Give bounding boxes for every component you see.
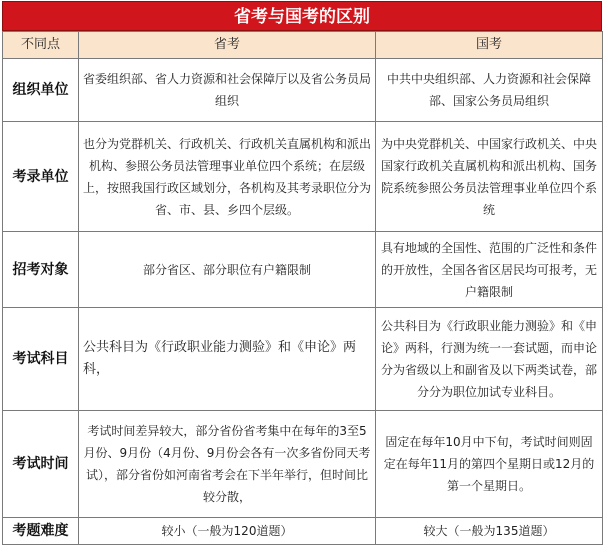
national-cell: 固定在每年10月中下旬，考试时间则固定在每年11月的第四个星期日或12月的第一个星期日。 <box>376 411 603 518</box>
national-cell: 具有地域的全国性、范围的广泛性和条件的开放性，全国各省区居民均可报考，无户籍限制 <box>376 232 603 308</box>
table-row <box>3 232 603 308</box>
provincial-cell: 部分省区、部分职位有户籍限制 <box>79 232 376 308</box>
table-row <box>3 122 603 232</box>
row-label: 招考对象 <box>3 232 79 308</box>
row-label: 考题难度 <box>3 518 79 545</box>
row-label: 考试时间 <box>3 411 79 518</box>
provincial-cell: 较小（一般为120道题） <box>79 518 376 545</box>
table-row <box>3 411 603 518</box>
row-label: 考录单位 <box>3 122 79 232</box>
header-national: 国考 <box>376 32 603 59</box>
provincial-cell: 考试时间差异较大，部分省份省考集中在每年的3至5月份、9月份（4月份、9月份会各有一次多省份同天考试），部分省份如河南省考会在下半年举行，但时间比较分散， <box>79 411 376 518</box>
provincial-cell: 也分为党群机关、行政机关、行政机关直属机构和派出机构、参照公务员法管理事业单位四个系统；在层级上，按照我国行政区域划分，各机构及其考录职位分为省、市、县、乡四个层级。 <box>79 122 376 232</box>
row-label: 考试科目 <box>3 308 79 411</box>
table-row <box>3 518 603 545</box>
national-cell: 公共科目为《行政职业能力测验》和《申论》两科，行测为统一一套试题，而申论分为省级以上和副省及以下两类试卷，部分分为职位加试专业科目。 <box>376 308 603 411</box>
row-label: 组织单位 <box>3 59 79 122</box>
comparison-container <box>2 1 602 545</box>
national-cell: 为中央党群机关、中国家行政机关、中央国家行政机关直属机构和派出机构、国务院系统参照公务员法管理事业单位四个系统 <box>376 122 603 232</box>
provincial-cell: 公共科目为《行政职业能力测验》和《申论》两科， <box>79 308 376 411</box>
national-cell: 中共中央组织部、人力资源和社会保障部、国家公务员局组织 <box>376 59 603 122</box>
table-row <box>3 59 603 122</box>
page-title: 省考与国考的区别 <box>2 1 602 31</box>
header-difference: 不同点 <box>3 32 79 59</box>
national-cell: 较大（一般为135道题） <box>376 518 603 545</box>
table-row <box>3 308 603 411</box>
header-provincial: 省考 <box>79 32 376 59</box>
provincial-cell: 省委组织部、省人力资源和社会保障厅以及省公务员局组织 <box>79 59 376 122</box>
comparison-table <box>2 31 603 545</box>
table-header-row <box>3 32 603 59</box>
